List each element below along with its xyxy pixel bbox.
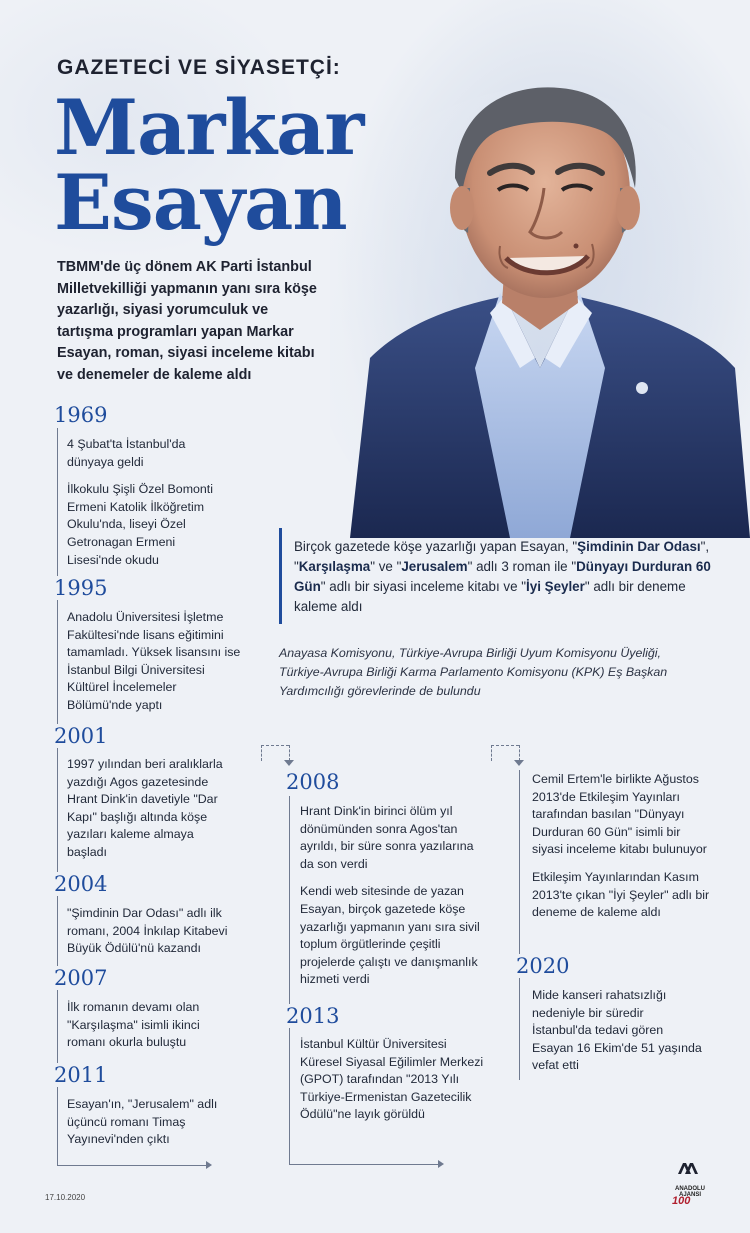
year-1995: 1995 — [54, 576, 110, 600]
supertitle: GAZETECİ VE SİYASETÇİ: — [57, 56, 341, 79]
book-title: Karşılaşma — [298, 559, 371, 574]
event-1969: 4 Şubat'ta İstanbul'da dünyaya geldi İlkokulu Şişli Özel Bomonti Ermeni Katolik İlköğretim Okulu'nda, liseyi Özel Getronagan Ermeni Lisesi'nde okudu — [67, 437, 213, 567]
arrow-icon — [206, 1161, 212, 1169]
event-2004: "Şimdinin Dar Odası" adlı ilk romanı, 2004 İnkılap Kitabevi Büyük Ödülü'nü kazandı — [67, 906, 228, 956]
event-2008: Hrant Dink'in birinci ölüm yıl dönümünden sonra Agos'tan ayrıldı, bir süre sonra yazılarına da son verdi Kendi web sitesinde de yazan Esayan, birçok gazetede köşe yazarlığı yapmanın yanı sıra sivil toplum örgütlerinde çeşitli projelerde çalıştı ve danışmanlık hizmeti verdi — [300, 804, 480, 987]
agency-name: ANADOLU AJANSI — [675, 1186, 705, 1198]
book-title: Dünyayı Durduran 60 Gün — [294, 559, 711, 594]
book-title: Jerusalem — [401, 559, 468, 574]
timeline-connector — [491, 745, 519, 746]
intro-text: TBMM'de üç dönem AK Parti İstanbul Milletvekilliği yapmanın yanı sıra köşe yazarlığı, siyasi yorumculuk ve tartışma programları yapan Markar Esayan, roman, siyasi inceleme kitabı ve denemeler de kaleme aldı — [57, 259, 317, 383]
year-2008: 2008 — [286, 770, 342, 794]
year-2004: 2004 — [54, 872, 110, 896]
portrait-illustration — [330, 68, 750, 538]
event-2013: İstanbul Kültür Üniversitesi Küresel Siyasal Eğilimler Merkezi (GPOT) tarafından "2013 Yılı Türkiye-Ermenistan Gazetecilik Ödülü"ne layık görüldü — [300, 1037, 484, 1122]
event-2007: İlk romanın devamı olan "Karşılaşma" isimli ikinci romanı okurla buluştu — [67, 1000, 200, 1050]
works-summary: Birçok gazetede köşe yazarlığı yapan Esayan, "Şimdinin Dar Odası", "Karşılaşma" ve "Jerusalem" adlı 3 roman ile "Dünyayı Durduran 60 Gün" adlı bir siyasi inceleme kitabı ve "İyi Şeyler" adlı bir deneme kaleme aldı — [294, 539, 711, 614]
arrow-icon — [514, 760, 524, 766]
commission-note: Anayasa Komisyonu, Türkiye-Avrupa Birliği Uyum Komisyonu Üyeliği, Türkiye-Avrupa Birliği Karma Parlamento Komisyonu (KPK) Eş Başkan Yardımcılığı görevlerinde de bulundu — [279, 646, 668, 698]
timeline-connector — [261, 745, 262, 761]
event-2020: Mide kanseri rahatsızlığı nedeniyle bir süredir İstanbul'da tedavi gören Esayan 16 Ekim'de 51 yaşında vefat etti — [532, 988, 702, 1073]
anniversary-mark: 100 — [672, 1195, 691, 1207]
event-1995: Anadolu Üniversitesi İşletme Fakültesi'nde lisans eğitimini tamamladı. Yüksek lisansını ise İstanbul Bilgi Üniversitesi Kültürel İncelemeler Bölümü'nde yaptı — [67, 610, 241, 712]
arrow-icon — [438, 1160, 444, 1168]
anadolu-agency-logo-icon — [664, 1162, 712, 1188]
quote-accent-bar — [279, 528, 282, 624]
arrow-icon — [284, 760, 294, 766]
event-2011: Esayan'ın, "Jerusalem" adlı üçüncü romanı Timaş Yayınevi'nden çıktı — [67, 1097, 218, 1147]
timeline-line-2 — [289, 796, 290, 1164]
name-last: Esayan — [54, 158, 347, 247]
timeline-connector — [491, 745, 492, 761]
book-title: Şimdinin Dar Odası — [577, 539, 701, 554]
year-2007: 2007 — [54, 966, 110, 990]
year-2001: 2001 — [54, 724, 110, 748]
timeline-connector — [519, 745, 520, 761]
timeline-line-3 — [519, 770, 520, 1080]
event-2013-books: Cemil Ertem'le birlikte Ağustos 2013'de Etkileşim Yayınları tarafından basılan "Dünyayı Durduran 60 Gün" isimli bir siyasi inceleme kitabı bulunuyor Etkileşim Yayınlarından Kasım 2013'te çıkan "İyi Şeyler" adlı bir deneme de kaleme aldı — [532, 772, 710, 920]
year-2011: 2011 — [54, 1063, 110, 1087]
timeline-line-1 — [57, 428, 58, 1165]
event-2001: 1997 yılından beri aralıklarla yazdığı Agos gazetesinde Hrant Dink'in davetiyle "Dar Kapı" başlığı altında köşe yazıları kaleme almaya başladı — [67, 757, 223, 859]
book-title: İyi Şeyler — [526, 579, 585, 594]
timeline-connector — [289, 1164, 439, 1165]
timeline-connector — [57, 1165, 207, 1166]
year-1969: 1969 — [54, 403, 110, 427]
timeline-connector — [289, 745, 290, 761]
publish-date: 17.10.2020 — [45, 1193, 86, 1202]
name-first: Markar — [54, 83, 364, 172]
year-2013: 2013 — [286, 1004, 342, 1028]
timeline-connector — [261, 745, 289, 746]
year-2020: 2020 — [516, 954, 572, 978]
